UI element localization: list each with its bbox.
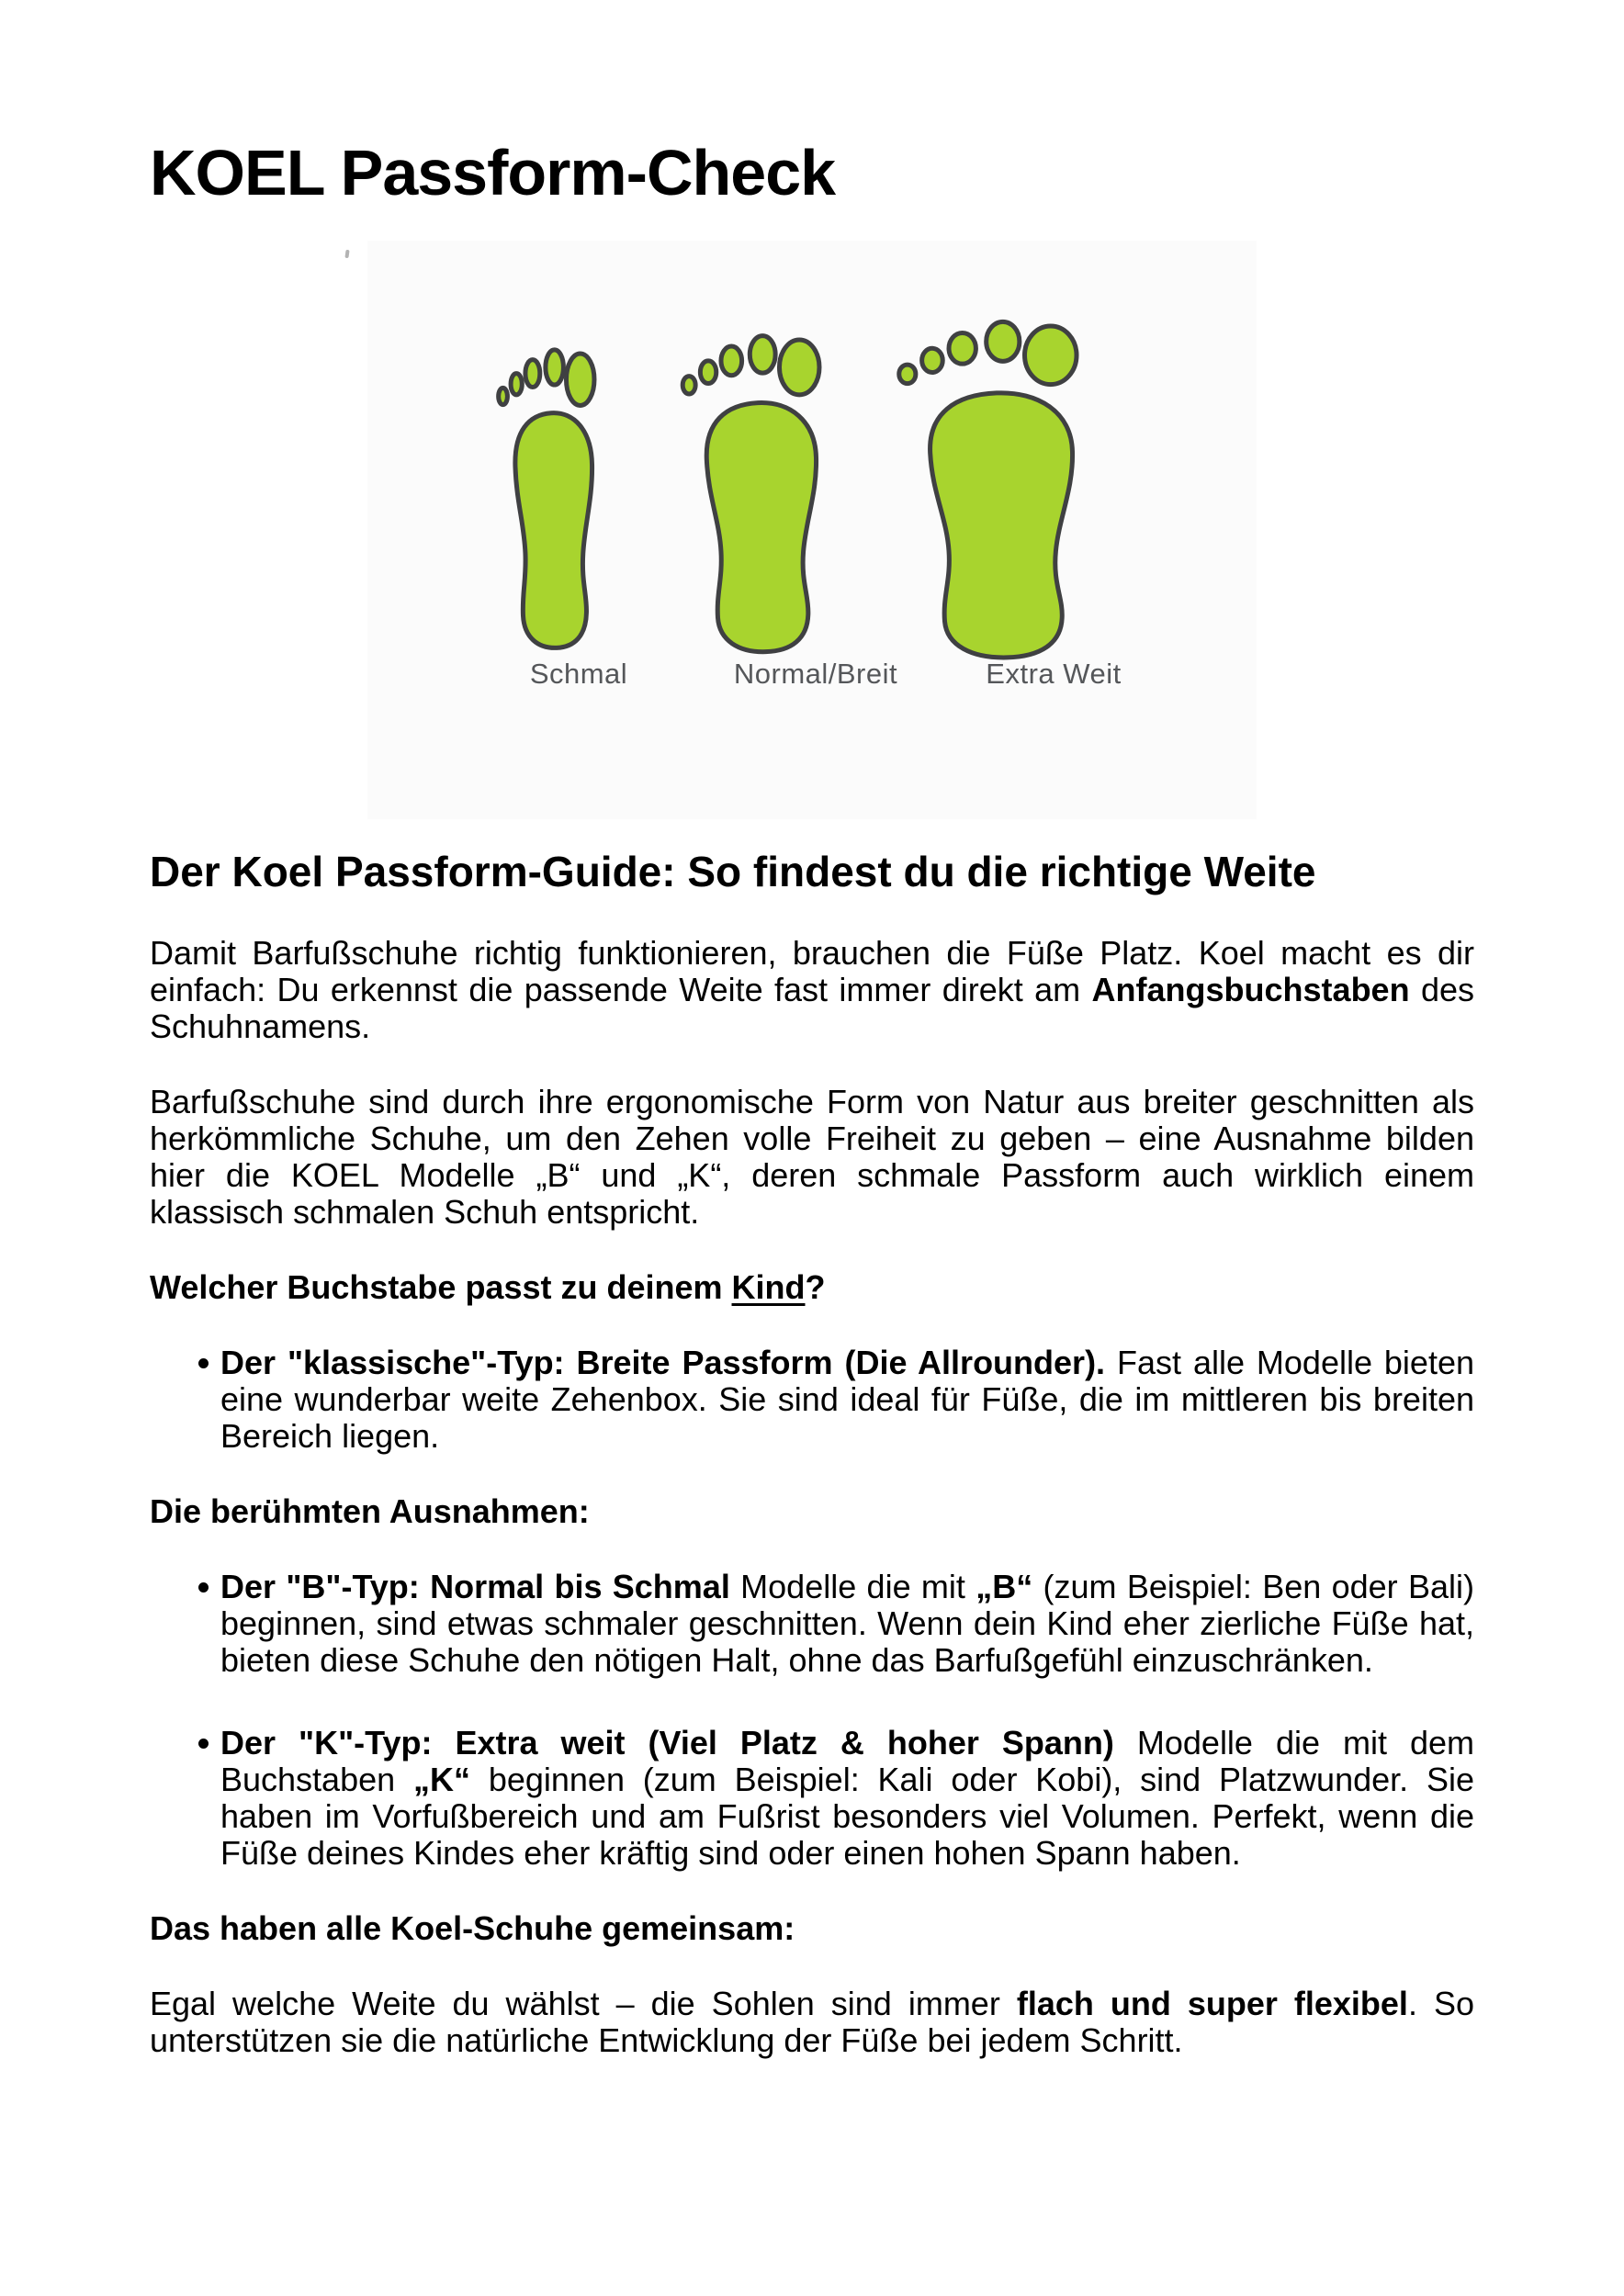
b-typ-lead: Der "B"-Typ: Normal bis Schmal (220, 1568, 730, 1605)
which-letter-heading (150, 1269, 1474, 1306)
b-typ-rest: (zum Beispiel: Ben oder Bali) beginnen, sind etwas schmaler geschnitten. Wenn dein Kind eher zierliche Füße hat, bieten diese Schuhe den nötigen Halt, ohne das Barfußgefühl einzuschränken. (220, 1568, 1474, 1679)
klassische-rest: Fast alle Modelle bieten eine wunderbar weite Zehenbox. Sie sind ideal für Füße, die im mittleren bis breiten Bereich liegen. (220, 1344, 1474, 1455)
b-typ-letter: „B“ (976, 1568, 1033, 1605)
k-typ-mid: Modelle die mit dem Buchstaben (220, 1724, 1474, 1798)
k-typ-rest: beginnen (zum Beispiel: Kali oder Kobi), sind Platzwunder. Sie haben im Vorfußbereich und am Fußrist besonders viel Volumen. Perfekt, wenn die Füße deines Kindes eher kräftig sind oder einen hohen Spann haben. (220, 1761, 1474, 1872)
footprint-normal-breit (682, 336, 819, 652)
paragraph-soles (150, 1986, 1474, 2059)
guide-heading: Der Koel Passform-Guide: So findest du die richtige Weite (150, 848, 1316, 895)
bullet-b-typ (150, 1569, 1474, 1679)
page-title: KOEL Passform-Check (150, 137, 836, 208)
intro-text-end: des Schuhnamens. (150, 971, 1474, 1045)
which-letter-question-mark: ? (805, 1268, 826, 1306)
intro-bold-anfangsbuchstaben: Anfangsbuchstaben (1091, 971, 1410, 1008)
soles-bold-flexibel: flach und super flexibel (1016, 1985, 1408, 2022)
footprints-illustration (367, 241, 1257, 663)
which-letter-underlined-kind: Kind (731, 1268, 806, 1306)
figure-label-extra-weit: Extra Weit (986, 658, 1122, 690)
b-typ-mid: Modelle die mit (729, 1568, 976, 1605)
footprint-schmal (499, 350, 594, 648)
klassische-lead: Der "klassische"-Typ: Breite Passform (Die Allrounder). (220, 1344, 1106, 1381)
common-heading: Das haben alle Koel-Schuhe gemeinsam: (150, 1909, 795, 1947)
soles-text-end: . So unterstützen sie die natürliche Entwicklung der Füße bei jedem Schritt. (150, 1985, 1474, 2059)
footprint-extra-weit (899, 321, 1077, 658)
which-letter-text: Welcher Buchstabe passt zu deinem (150, 1268, 732, 1306)
bullet-klassische-typ (150, 1345, 1474, 1455)
intro-text: Damit Barfußschuhe richtig funktionieren, brauchen die Füße Platz. Koel macht es dir einfach: Du erkennst die passende Weite fast immer direkt am (150, 934, 1474, 1008)
exceptions-heading: Die berühmten Ausnahmen: (150, 1492, 590, 1530)
figure-label-schmal: Schmal (529, 658, 628, 690)
soles-text: Egal welche Weite du wählst – die Sohlen sind immer (150, 1985, 1017, 2022)
classic-type-list (150, 1345, 1474, 1455)
k-typ-letter: „K“ (412, 1761, 470, 1798)
exceptions-list (150, 1569, 1474, 1872)
foot-width-figure (367, 241, 1257, 819)
k-typ-lead: Der "K"-Typ: Extra weit (Viel Platz & hoher Spann) (220, 1724, 1114, 1761)
stray-mark-artifact (344, 250, 349, 258)
paragraph-intro (150, 935, 1474, 1045)
paragraph-barefoot-shape: Barfußschuhe sind durch ihre ergonomische Form von Natur aus breiter geschnitten als herkömmliche Schuhe, um den Zehen volle Freiheit zu geben – eine Ausnahme bilden hier die KOEL Modelle „B“ und „K“, deren schmale Passform auch wirklich einem klassisch schmalen Schuh entspricht. (150, 1083, 1474, 1231)
figure-label-normal-breit: Normal/Breit (733, 658, 898, 690)
bullet-k-typ (150, 1725, 1474, 1872)
